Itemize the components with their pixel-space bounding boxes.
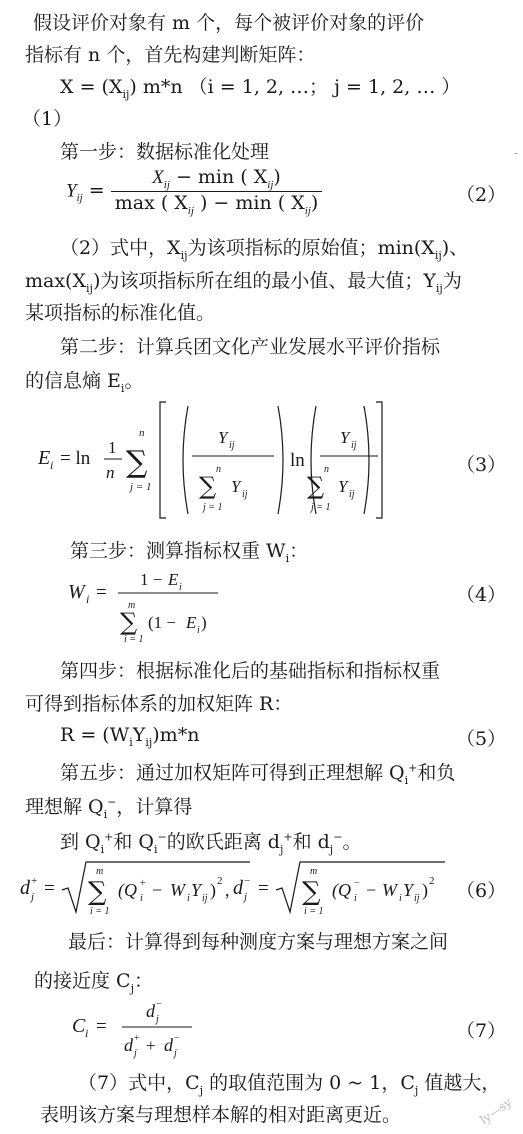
para-intro-line2: 指标有 n 个，首先构建判断矩阵： [25, 44, 316, 66]
equation-5: $R = (W_iY_{ij})m*n$ [60, 724, 200, 749]
svg-text:i: i [354, 893, 357, 904]
svg-text:=: = [44, 878, 55, 899]
margin-tick: - [514, 146, 519, 160]
eq7-svg [72, 996, 202, 1060]
svg-text:m: m [128, 600, 136, 611]
svg-text:2: 2 [217, 875, 223, 887]
svg-text:i: i [179, 582, 182, 593]
svg-text:∑: ∑ [302, 877, 321, 907]
svg-text:i: i [399, 893, 402, 904]
svg-text:∑: ∑ [199, 472, 217, 500]
equation-4 [68, 566, 248, 647]
svg-text:m: m [310, 866, 318, 877]
eq3-number: （3） [456, 454, 507, 476]
svg-text:n: n [324, 464, 329, 475]
svg-text:∑: ∑ [120, 608, 138, 636]
svg-text:i: i [140, 893, 143, 904]
svg-text:(Q: (Q [332, 880, 351, 900]
svg-text:): ) [422, 880, 428, 900]
svg-text:): ) [201, 613, 207, 632]
step3-heading: 第三步：测算指标权重 $W_i$： [70, 540, 309, 565]
svg-text:j: j [244, 891, 248, 903]
para-eq7-line2: 表明该方案与理想样本解的相对距离更近。 [40, 1104, 402, 1126]
svg-text:i: i [85, 1026, 89, 1040]
svg-text:j: j [31, 891, 35, 903]
svg-text:ln: ln [290, 450, 305, 471]
svg-text:n: n [139, 427, 145, 439]
para-eq2-line2: $\max(X_{ij})$为该项指标所在组的最小值、最大值；$Y_{ij}$为 [25, 270, 462, 295]
step2-heading-line2: 的信息熵 $E_i$。 [25, 370, 144, 395]
eq6-number: （6） [456, 880, 507, 902]
eq4-svg [68, 566, 248, 645]
svg-text:i = 1: i = 1 [124, 634, 144, 645]
svg-text:j: j [156, 1014, 159, 1025]
eq3-svg-right [307, 398, 442, 522]
svg-text:j: j [174, 1048, 177, 1059]
svg-text:W: W [68, 581, 85, 603]
svg-text:∑: ∑ [307, 472, 325, 500]
svg-text:−: − [366, 880, 377, 900]
svg-text:W: W [170, 880, 185, 900]
svg-text:−: − [244, 875, 251, 887]
svg-text:=: = [258, 878, 269, 899]
svg-text:ij: ij [229, 440, 235, 451]
svg-text:∑: ∑ [88, 877, 107, 907]
svg-text:−: − [156, 999, 162, 1010]
svg-text:1 −: 1 − [140, 570, 163, 589]
svg-text:i = 1: i = 1 [90, 906, 110, 917]
svg-text:j: j [134, 1048, 137, 1059]
para-eq7-line1: （7）式中，$C_j$ 的取值范围为 0 ~ 1，$C_j$ 值越大， [78, 1072, 501, 1097]
svg-text:=: = [96, 1016, 107, 1037]
svg-text:2: 2 [429, 875, 435, 887]
svg-text:+: + [31, 875, 38, 887]
svg-text:=: = [96, 582, 107, 603]
svg-text:ij: ij [351, 440, 357, 451]
last-heading-line1: 最后：计算得到每种测度方案与理想方案之间 [68, 931, 449, 953]
svg-text:+: + [146, 1036, 156, 1055]
eq7-number: （7） [456, 1020, 507, 1042]
svg-text:d: d [124, 1035, 133, 1055]
svg-text:E: E [186, 613, 197, 632]
svg-text:Y: Y [403, 880, 414, 900]
eq5-number: （5） [456, 728, 507, 750]
svg-text:+: + [134, 1033, 140, 1044]
svg-text:−: − [354, 878, 360, 889]
svg-text:ij: ij [349, 489, 355, 500]
svg-text:m: m [96, 866, 104, 877]
svg-text:,: , [225, 880, 230, 900]
step1-heading: 第一步：数据标准化处理 [60, 141, 270, 163]
watermark: ly—sy [477, 1095, 515, 1127]
svg-text:i: i [86, 592, 90, 606]
svg-text:ij: ij [242, 489, 248, 500]
svg-text:(1 −: (1 − [148, 613, 176, 632]
svg-text:ij: ij [202, 893, 208, 904]
svg-text:i = 1: i = 1 [304, 906, 324, 917]
svg-text:d: d [164, 1035, 173, 1055]
svg-text:= ln: = ln [60, 448, 91, 469]
svg-text:Y: Y [191, 880, 202, 900]
para-eq2-line1: （2）式中，$X_{ij}$为该项指标的原始值；$\min(X_{ij})$、 [60, 237, 469, 262]
svg-text:n: n [216, 464, 221, 475]
svg-text:1: 1 [108, 438, 117, 457]
eq2-fraction: $\frac{X_{ij} - \min ( X_{ij})}{\max ( X_{ij} ) - \min ( X_{ij})}$ [111, 166, 323, 217]
svg-text:): ) [210, 880, 216, 900]
svg-text:ij: ij [414, 893, 420, 904]
step4-heading-line1: 第四步：根据标准化后的基础指标和指标权重 [60, 660, 441, 682]
eq1-number: （1） [22, 108, 73, 130]
svg-text:W: W [382, 880, 397, 900]
step2-heading-line1: 第二步：计算兵团文化产业发展水平评价指标 [60, 336, 441, 358]
svg-text:j = 1: j = 1 [203, 502, 223, 513]
eq6-svg [20, 858, 450, 918]
eq2-number: （2） [456, 184, 507, 206]
step5-line2: 理想解 $Q_i^-$，计算得 [25, 795, 193, 821]
step4-heading-line2: 可得到指标体系的加权矩阵 R： [25, 693, 293, 715]
svg-text:i: i [50, 458, 54, 472]
svg-text:+: + [140, 878, 146, 889]
para-intro-line1: 假设评价对象有 m 个，每个被评价对象的评价 [33, 12, 425, 34]
step5-line1: 第五步：通过加权矩阵可得到正理想解 $Q_i^+$和负 [60, 761, 456, 787]
svg-text:Y: Y [231, 477, 241, 496]
para-eq2-line3: 某项指标的标准化值。 [25, 302, 216, 324]
svg-text:E: E [38, 447, 51, 469]
svg-text:i: i [187, 893, 190, 904]
equation-6 [20, 858, 450, 923]
svg-text:−: − [174, 1033, 180, 1044]
svg-text:C: C [72, 1015, 86, 1037]
svg-text:Y: Y [218, 428, 228, 447]
svg-text:d: d [146, 1001, 155, 1021]
svg-text:i: i [197, 625, 200, 636]
svg-text:E: E [168, 570, 179, 589]
svg-text:d: d [20, 877, 30, 899]
svg-text:Y: Y [338, 477, 348, 496]
svg-text:j = 1: j = 1 [130, 481, 152, 493]
svg-text:Y: Y [340, 428, 350, 447]
svg-text:d: d [233, 877, 243, 899]
eq4-number: （4） [456, 584, 507, 606]
equation-2: $Y_{ij}$ = $\frac{X_{ij} - \min ( X_{ij})}{\max ( X_{ij} ) - \min ( X_{ij})}$ [66, 166, 322, 217]
last-heading-line2: 的接近度 $C_j$： [34, 970, 154, 995]
svg-text:(Q: (Q [118, 880, 137, 900]
equation-7 [72, 996, 202, 1065]
svg-text:j = 1: j = 1 [311, 502, 331, 513]
step5-line3: 到 $Q_i^+$和 $Q_i^-$的欧氏距离 $d_j^+$和 $d_j^-$。 [60, 830, 362, 856]
svg-text:∑: ∑ [126, 445, 148, 480]
svg-text:−: − [152, 880, 163, 900]
svg-text:n: n [106, 463, 115, 482]
matrix-definition: $X = (X_{ij})$ m*n （i = 1, 2, …； j = 1, 2, … ） [60, 76, 461, 101]
